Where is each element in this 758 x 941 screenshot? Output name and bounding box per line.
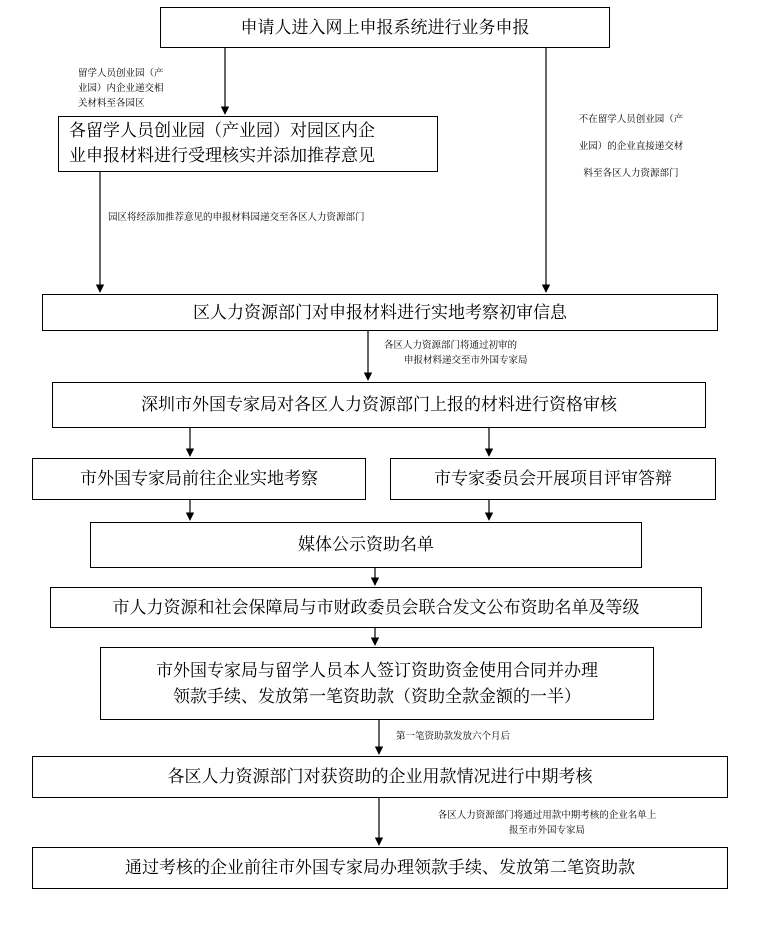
note-non-park-enterprise-submit: 不在留学人员创业园（产 业园）的企业直接递交材 料至各区人力资源部门 [578,114,684,179]
note-midterm-forward: 各区人力资源部门将通过用款中期考核的企业名单上 报至市外国专家局 [437,810,657,836]
step-text-line2: 领款手续、发放第一笔资助款（资助全款金额的一半） [173,686,581,707]
step-text: 市人力资源和社会保障局与市财政委员会联合发文公布资助名单及等级 [112,597,640,618]
step-expert-defense [390,458,716,500]
step-media-publicity [90,522,642,568]
step-district-preliminary-review [42,294,718,331]
step-onsite-inspection [32,458,366,500]
step-qualification-review [52,382,706,428]
step-text: 区人力资源部门对申报材料进行实地考察初审信息 [193,302,567,323]
note-park-forward: 园区将经添加推荐意见的申报材料园递交至各区人力资源部门 [108,212,365,223]
step-text: 各区人力资源部门对获资助的企业用款情况进行中期考核 [167,767,593,787]
note-park-enterprise-submit: 留学人员创业园（产 业园）内企业递交相 关材料至各园区 [78,68,164,109]
step-text: 市专家委员会开展项目评审答辩 [434,469,672,489]
step-joint-announcement [50,587,702,628]
note-district-forward: 各区人力资源部门将通过初审的 申报材料递交至市外国专家局 [384,340,528,366]
step-park-review [58,116,438,172]
step-text: 申请人进入网上申报系统进行业务申报 [240,17,530,38]
step-text-line1: 各留学人员创业园（产业园）对园区内企 [69,121,375,141]
step-text: 市外国专家局前往企业实地考察 [80,469,318,489]
step-online-application [160,7,610,48]
step-text-line1: 市外国专家局与留学人员本人签订资助资金使用合同并办理 [156,660,598,681]
step-text: 通过考核的企业前往市外国专家局办理领款手续、发放第二笔资助款 [125,858,635,878]
step-midterm-review [32,756,728,798]
step-text: 深圳市外国专家局对各区人力资源部门上报的材料进行资格审核 [141,395,617,415]
step-text-line2: 业申报材料进行受理核实并添加推荐意见 [69,146,375,166]
step-second-payment [32,847,728,889]
step-contract-first-payment [100,647,654,720]
step-text: 媒体公示资助名单 [298,535,434,555]
note-six-months-later: 第一笔资助款发放六个月后 [396,731,511,742]
